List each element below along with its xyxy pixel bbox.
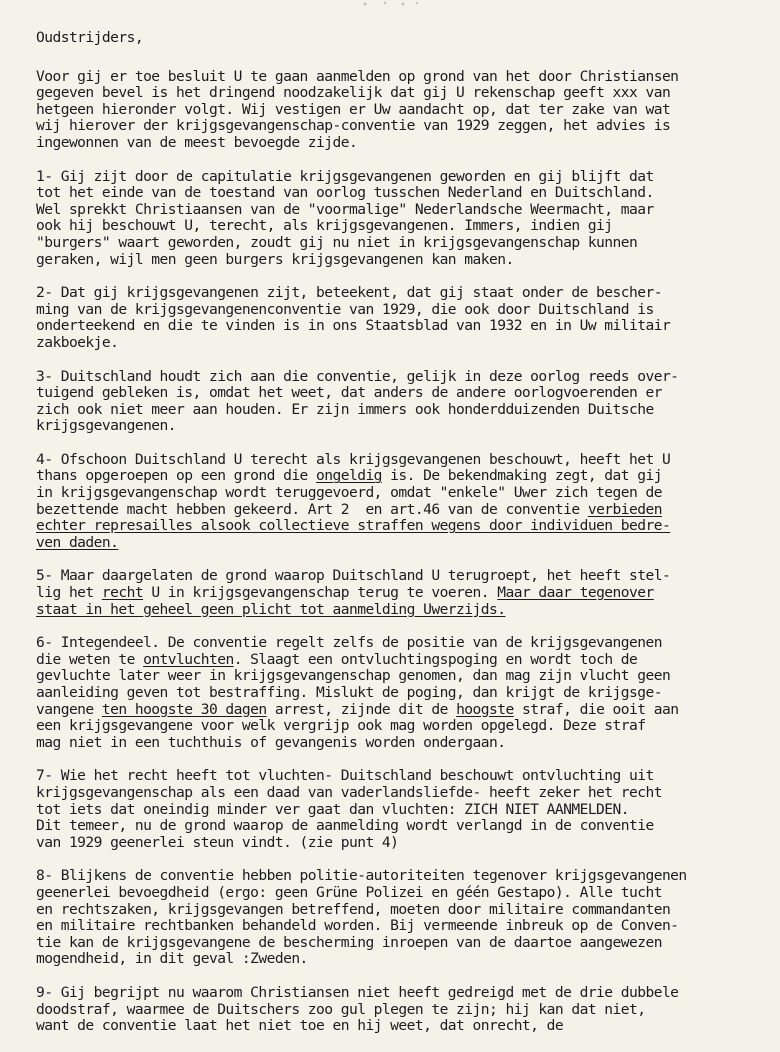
text-line	[36, 802, 778, 819]
text-segment: 4- Ofschoon Duitschland U terecht als krijgsgevangenen beschouwt, heeft het U	[36, 450, 671, 468]
text-line	[36, 185, 778, 202]
text-segment: arrest, zijnde dit de	[266, 700, 457, 718]
text-line	[36, 885, 778, 902]
text-line	[36, 502, 778, 519]
paragraph	[36, 285, 778, 351]
text-segment: gevluchte later weer in krijgsgevangenschap genomen, dan mag zijn vlucht geen	[36, 667, 671, 685]
paragraph-list	[36, 69, 778, 1035]
text-line	[36, 118, 778, 135]
text-segment: een krijgsgevangene voor welk vergrijp ook mag worden opgelegd. Deze straf	[36, 717, 646, 735]
underlined-text: ven daden.	[36, 533, 119, 551]
text-segment: 9- Gij begrijpt nu waarom Christiansen niet heeft gedreigd met de drie dubbele	[36, 983, 679, 1001]
underlined-text: recht	[101, 584, 144, 602]
text-segment: 6- Integendeel. De conventie regelt zelfs de positie van de krijgsgevangenen	[36, 634, 662, 652]
text-line	[36, 69, 778, 86]
text-segment: die weten te	[36, 650, 144, 668]
text-line	[36, 468, 778, 485]
text-line	[36, 485, 778, 502]
text-segment: geenerlei bevoegdheid (ergo: geen Grüne Polizei en géén Gestapo). Alle tucht	[36, 883, 662, 901]
text-segment: thans opgeroepen op een grond die	[36, 467, 317, 485]
text-segment: zich ook niet meer aan houden. Er zijn immers ook honderdduizenden Duitsche	[36, 400, 654, 418]
text-line	[36, 951, 778, 968]
text-segment: en militaire rechtbanken behandeld worden. Bij vermeende inbreuk op de Conven-	[36, 917, 679, 935]
text-line	[36, 868, 778, 885]
text-line	[36, 602, 778, 619]
underlined-text: echter represailles alsook collectieve straffen wegens door individuen bedre-	[36, 517, 671, 535]
paragraph	[36, 768, 778, 851]
text-line	[36, 1002, 778, 1019]
text-line	[36, 318, 778, 335]
text-line	[36, 235, 778, 252]
text-line	[36, 252, 778, 269]
text-segment: 3- Duitschland houdt zich aan die conventie, gelijk in deze oorlog reeds over-	[36, 367, 679, 385]
text-segment: straf, die ooit aan	[513, 700, 679, 718]
text-segment: mag niet in een tuchthuis of gevangenis worden ondergaan.	[36, 733, 506, 751]
text-line	[36, 335, 778, 352]
text-line	[36, 718, 778, 735]
text-segment: aanleiding geven tot bestraffing. Mislukt de poging, dan krijgt de krijgsge-	[36, 684, 662, 701]
paragraph	[36, 69, 778, 152]
text-segment: 1- Gij zijt door de capitulatie krijgsgevangenen geworden en gij blijft dat	[36, 167, 654, 185]
underlined-text: ongeldig	[316, 467, 382, 485]
paragraph	[36, 169, 778, 269]
underlined-text: ontvluchten	[143, 650, 234, 668]
text-segment: want de conventie laat het niet toe en hij weet, dat onrecht, de	[36, 1017, 564, 1035]
ink-smudge-marks	[355, 0, 425, 8]
text-line	[36, 935, 778, 952]
underlined-text: verbieden	[587, 500, 662, 518]
underlined-text: ten hoogste 30 dagen	[101, 700, 267, 718]
text-segment: krijgsgevangenschap als een daad van vaderlandsliefde- heeft zeker het recht	[36, 783, 662, 801]
text-line	[36, 385, 778, 402]
text-segment: 5- Maar daargelaten de grond waarop Duitschland U terugroept, het heeft stel-	[36, 567, 671, 585]
text-segment: U in krijgsgevangenschap terug te voeren.	[143, 584, 498, 602]
text-line	[36, 635, 778, 652]
text-segment: 8- Blijkens de conventie hebben politie-autoriteiten tegenover krijgsgevangenen	[36, 867, 687, 885]
text-segment: 2- Dat gij krijgsgevangenen zijt, beteekent, dat gij staat onder de bescher-	[36, 284, 662, 302]
text-segment: geraken, wijl men geen burgers krijgsgevangenen kan maken.	[36, 250, 514, 268]
text-line	[36, 652, 778, 669]
text-line	[36, 735, 778, 752]
text-line	[36, 302, 778, 319]
text-line	[36, 369, 778, 386]
text-line	[36, 535, 778, 552]
underlined-text: Maar daar tegenover	[497, 584, 654, 602]
text-line	[36, 685, 778, 702]
text-line	[36, 85, 778, 102]
text-line	[36, 568, 778, 585]
text-segment: Dit temeer, nu de grond waarop de aanmelding wordt verlangd in de conventie	[36, 817, 654, 835]
text-line	[36, 768, 778, 785]
text-segment: ming van de krijgsgevangenenconventie van 1929, die ook door Duitschland is	[36, 300, 654, 318]
text-segment: krijgsgevangenen.	[36, 417, 177, 435]
salutation: Oudstrijders,	[36, 29, 144, 46]
text-segment: Voor gij er toe besluit U te gaan aanmelden op grond van het door Christiansen	[36, 67, 679, 85]
text-segment: tot iets dat oneindig minder ver gaat dan vluchten: ZICH NIET AANMELDEN.	[36, 800, 630, 818]
text-segment: Wel sprekkt Christiaansen van de "voormalige" Nederlandsche Weermacht, maar	[36, 200, 654, 218]
text-line	[36, 668, 778, 685]
text-segment: ingewonnen van de meest bevoegde zijde.	[36, 133, 358, 151]
text-segment: wij hierover der krijgsgevangenschap-conventie van 1929 zeggen, het advies is	[36, 117, 671, 135]
paragraph	[36, 369, 778, 435]
text-segment: gegeven bevel is het dringend noodzakelijk dat gij U rekenschap geeft xxx van	[36, 84, 671, 102]
text-line	[36, 918, 778, 935]
text-line	[36, 518, 778, 535]
text-line	[36, 169, 778, 186]
text-segment: ook hij beschouwt U, terecht, als krijgsgevangenen. Immers, indien gij	[36, 217, 613, 235]
text-segment: tot het einde van de toestand van oorlog tusschen Nederland en Duitschland.	[36, 184, 654, 202]
text-segment: en rechtszaken, krijgsgevangen betreffend, moeten door militaire commandanten	[36, 900, 671, 918]
text-segment: vangene	[36, 700, 102, 718]
text-segment: tie kan de krijgsgevangene de bescherming inroepen van de daartoe aangewezen	[36, 933, 662, 951]
text-segment: mogendheid, in dit geval :Zweden.	[36, 950, 308, 968]
letter-body	[36, 30, 778, 1052]
text-line	[36, 285, 778, 302]
text-segment: tuigend gebleken is, omdat het weet, dat anders de andere oorlogvoerenden er	[36, 384, 662, 402]
paragraph	[36, 452, 778, 552]
text-segment: is. De bekendmaking zegt, dat gij	[381, 467, 662, 485]
text-line	[36, 218, 778, 235]
text-segment: 7- Wie het recht heeft tot vluchten- Duitschland beschouwt ontvluchting uit	[36, 767, 654, 785]
text-line	[36, 202, 778, 219]
text-line	[36, 818, 778, 835]
text-segment: hetgeen hieronder volgt. Wij vestigen er Uw aandacht op, dat ter zake van wat	[36, 100, 671, 118]
text-line	[36, 785, 778, 802]
text-segment: zakboekje.	[36, 333, 119, 351]
paragraph	[36, 568, 778, 618]
text-segment: lig het	[36, 584, 102, 602]
text-line	[36, 835, 778, 852]
text-segment: onderteekend en die te vinden is in ons Staatsblad van 1932 en in Uw militair	[36, 317, 671, 335]
underlined-text: staat in het geheel geen plicht tot aanmelding Uwerzijds.	[36, 600, 506, 618]
text-segment: in krijgsgevangenschap wordt teruggevoerd, omdat "enkele" Uwer zich tegen de	[36, 484, 662, 502]
text-line	[36, 102, 778, 119]
paragraph	[36, 868, 778, 968]
text-line	[36, 135, 778, 152]
text-line	[36, 902, 778, 919]
text-segment: van 1929 geenerlei steun vindt. (zie punt 4)	[36, 833, 399, 851]
text-line	[36, 402, 778, 419]
text-line	[36, 985, 778, 1002]
text-segment: . Slaagt een ontvluchtingspoging en wordt toch de	[233, 650, 638, 668]
text-segment: doodstraf, waarmee de Duitschers zoo gul plegen te zijn; hij kan dat niet,	[36, 1000, 646, 1018]
text-line	[36, 702, 778, 719]
text-line	[36, 585, 778, 602]
text-segment: "burgers" waart geworden, zoudt gij nu niet in krijgsgevangenschap kunnen	[36, 233, 638, 251]
text-line	[36, 418, 778, 435]
text-line	[36, 1018, 778, 1035]
paragraph	[36, 635, 778, 751]
underlined-text: hoogste	[456, 700, 514, 718]
paragraph	[36, 985, 778, 1035]
text-line	[36, 452, 778, 469]
text-segment: bezettende macht hebben gekeerd. Art 2 en art.46 van de conventie	[36, 500, 588, 518]
